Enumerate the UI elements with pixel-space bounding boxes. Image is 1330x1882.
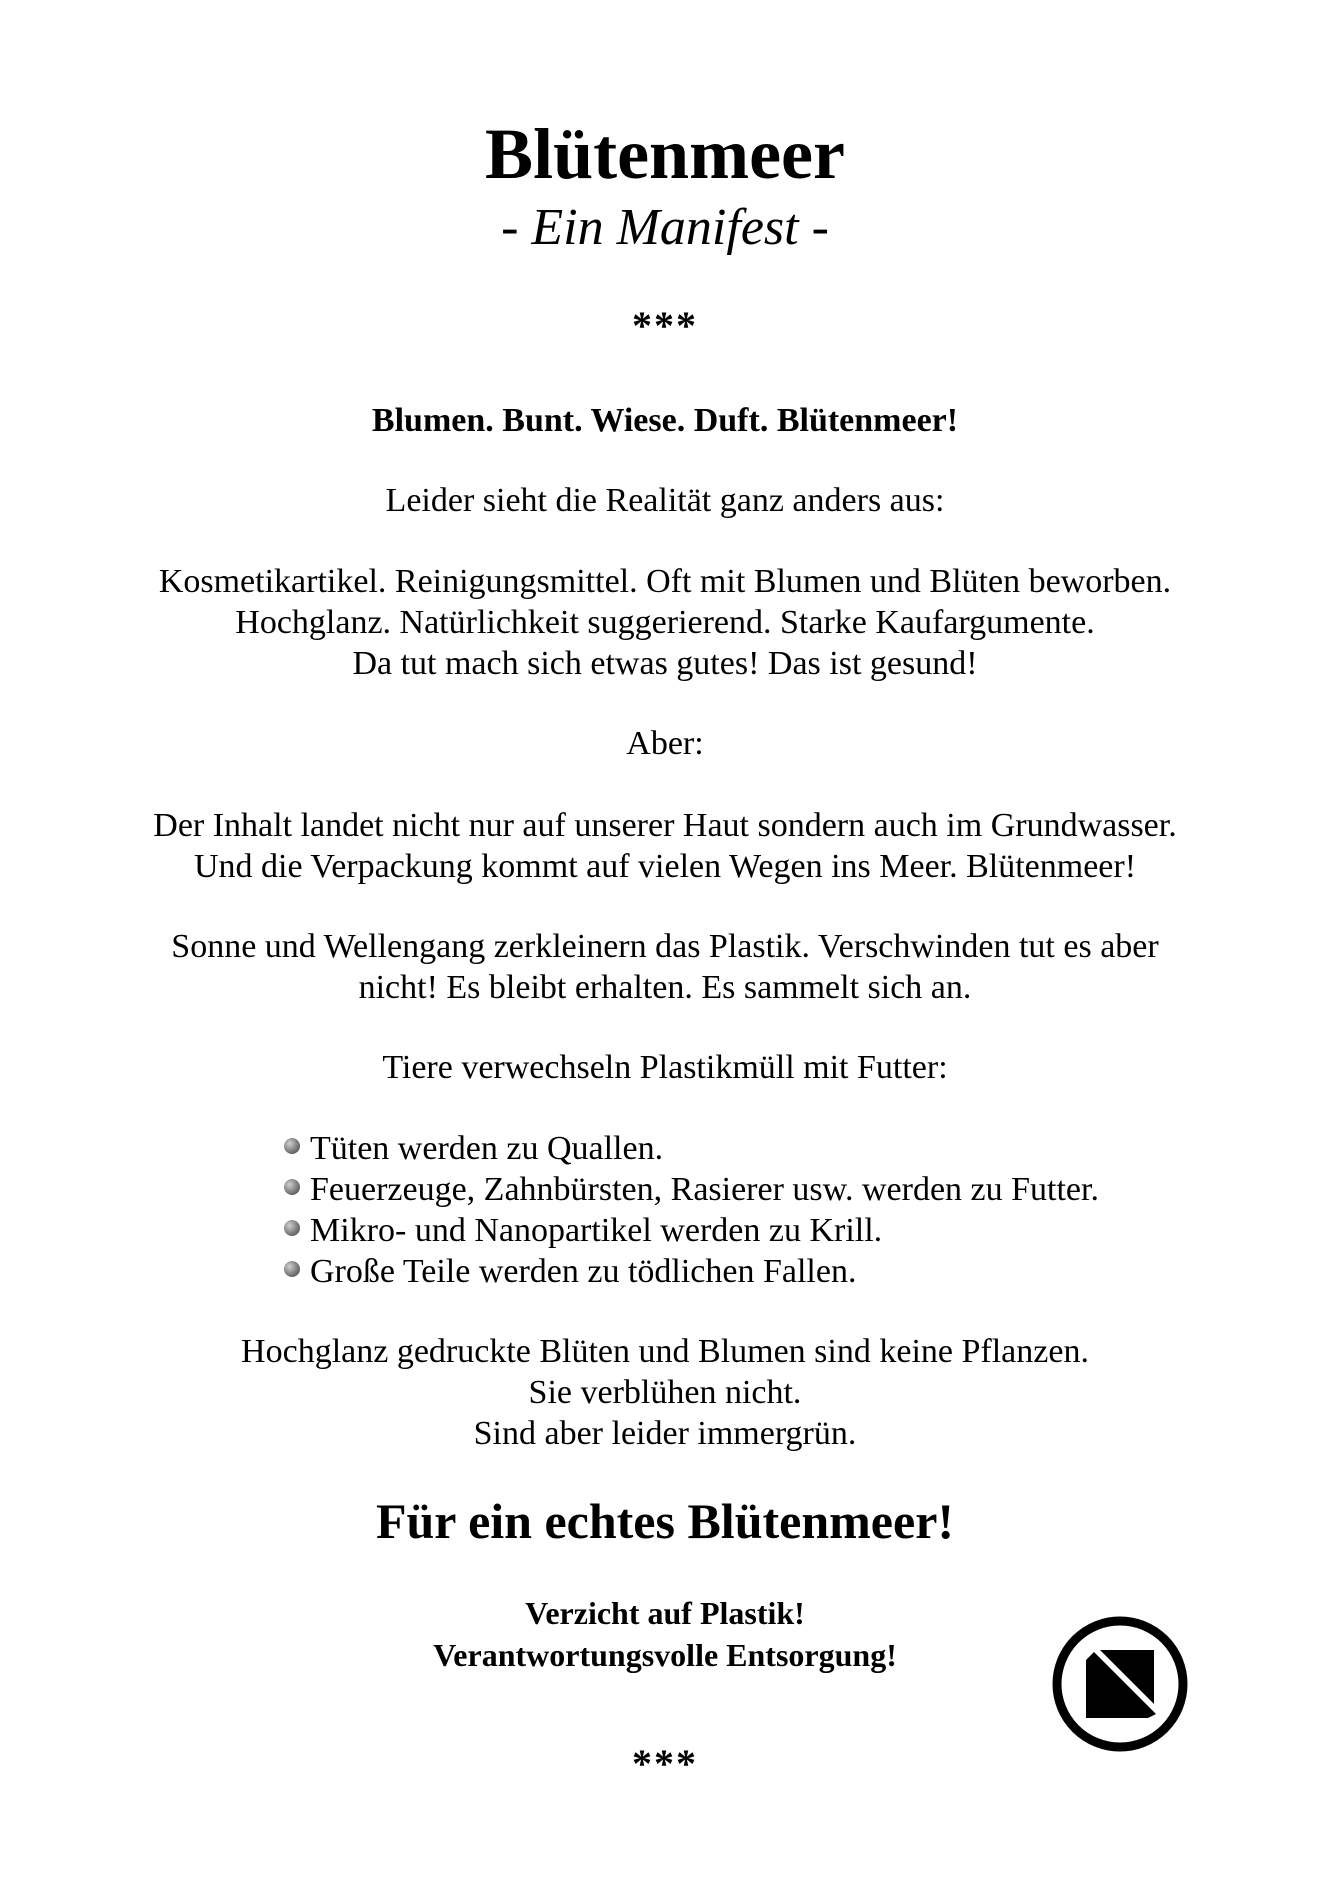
document-subtitle: - Ein Manifest - [501, 199, 829, 256]
list-item [284, 1128, 1099, 1169]
sonne-paragraph [0, 926, 1330, 1008]
intro-line: Blumen. Bunt. Wiese. Duft. Blütenmeer! [371, 402, 959, 439]
sonne-line: Sonne und Wellengang zerkleinern das Plastik. Verschwinden tut es aber [171, 928, 1159, 965]
list-item-text: Feuerzeuge, Zahnbürsten, Rasierer usw. werden zu Futter. [310, 1171, 1099, 1208]
hochglanz-line: Hochglanz gedruckte Blüten und Blumen sind keine Pflanzen. [241, 1333, 1089, 1370]
list-item [284, 1210, 1099, 1251]
separator-bottom: *** [632, 1741, 698, 1786]
call-line: Verantwortungsvolle Entsorgung! [433, 1637, 897, 1673]
inhalt-line: Der Inhalt landet nicht nur auf unserer Haut sondern auch im Grundwasser. [153, 807, 1177, 844]
reality-line: Leider sieht die Realität ganz anders aus: [385, 482, 945, 519]
list-item-text: Tüten werden zu Quallen. [310, 1130, 664, 1167]
call-headline: Für ein echtes Blütenmeer! [375, 1493, 955, 1549]
call-line: Verzicht auf Plastik! [525, 1595, 805, 1631]
tiere-line: Tiere verwechseln Plastikmüll mit Futter: [382, 1049, 948, 1086]
sonne-line: nicht! Es bleibt erhalten. Es sammelt sich an. [358, 969, 972, 1006]
hochglanz-paragraph [0, 1331, 1330, 1454]
cosmetics-line: Da tut mach sich etwas gutes! Das ist gesund! [352, 645, 978, 682]
bullet-dot-icon [284, 1220, 300, 1236]
list-item [284, 1251, 1099, 1292]
list-item [284, 1169, 1099, 1210]
hochglanz-line: Sind aber leider immergrün. [473, 1415, 857, 1452]
no-plastic-sign-icon [1050, 1614, 1190, 1754]
bullet-dot-icon [284, 1138, 300, 1154]
cosmetics-paragraph [0, 561, 1330, 684]
inhalt-line: Und die Verpackung kommt auf vielen Wegen ins Meer. Blütenmeer! [193, 848, 1137, 885]
hochglanz-line: Sie verblühen nicht. [528, 1374, 802, 1411]
bullet-dot-icon [284, 1179, 300, 1195]
bullet-dot-icon [284, 1261, 300, 1277]
cosmetics-line: Kosmetikartikel. Reinigungsmittel. Oft mit Blumen und Blüten beworben. [158, 563, 1172, 600]
inhalt-paragraph [0, 805, 1330, 887]
aber-line: Aber: [626, 725, 704, 762]
list-item-text: Mikro- und Nanopartikel werden zu Krill. [310, 1212, 883, 1249]
separator-top: *** [632, 303, 698, 348]
document-title: Blütenmeer [485, 114, 845, 194]
bullet-list [284, 1128, 1099, 1292]
list-item-text: Große Teile werden zu tödlichen Fallen. [310, 1253, 857, 1290]
cosmetics-line: Hochglanz. Natürlichkeit suggerierend. Starke Kaufargumente. [235, 604, 1095, 641]
